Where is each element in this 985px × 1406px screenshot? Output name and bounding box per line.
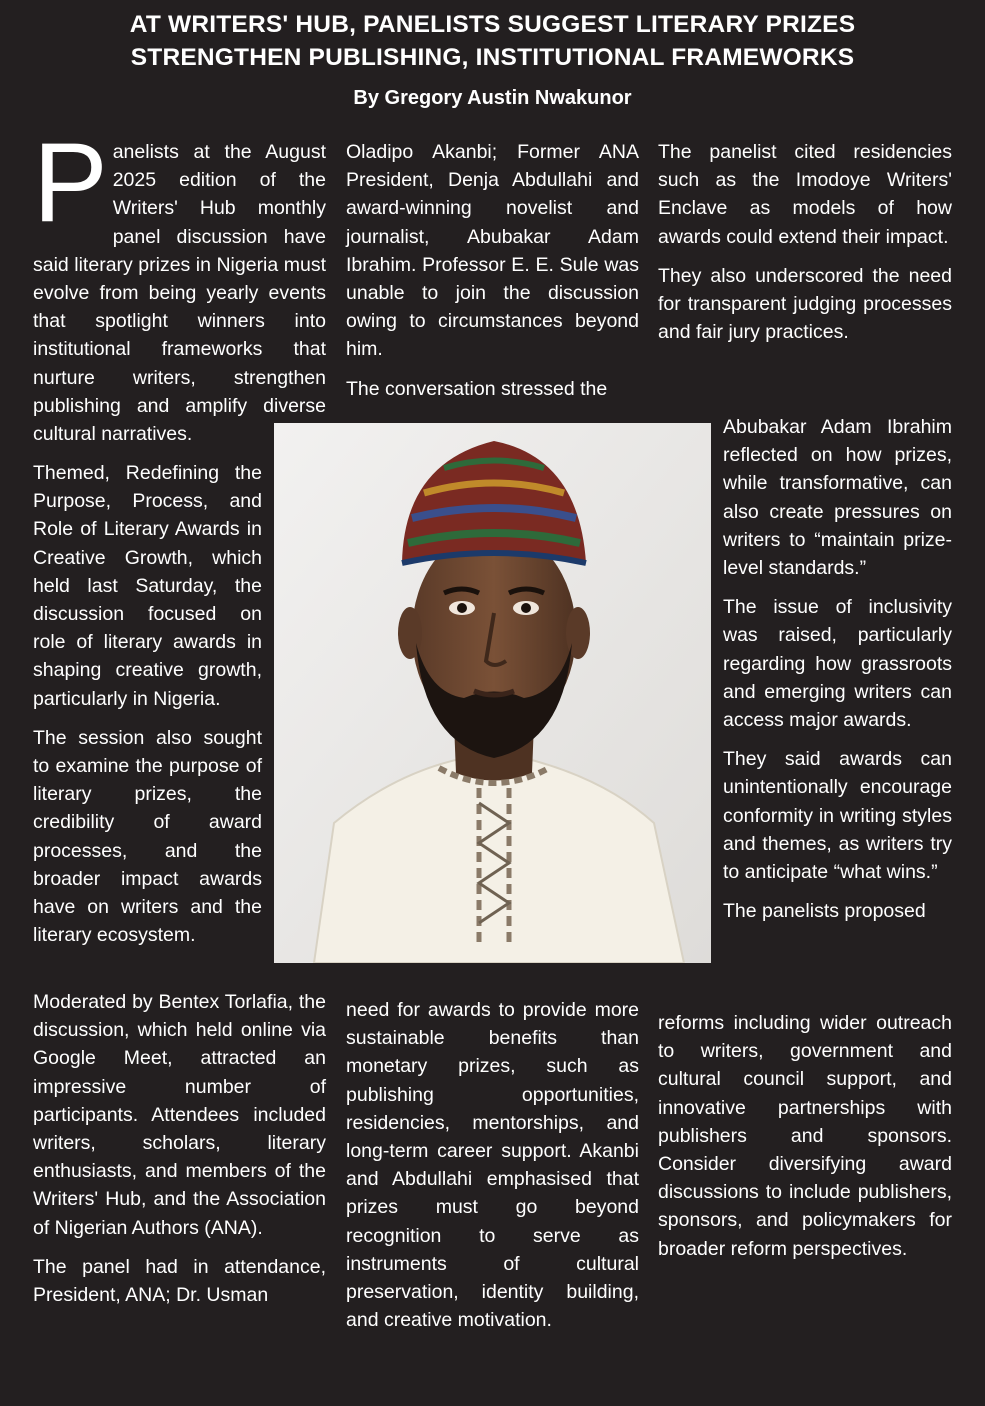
paragraph-theme: Themed, Redefining the Purpose, Process, and Role of Literary Awards in Creative Growth, which held last Saturday, the discussion focused on role of literary awards in shaping creative growth, particularly in Nigeria.: [33, 462, 262, 710]
paragraph-inclusivity: The issue of inclusivity was raised, particularly regarding how grassroots and emerging writers can access major awards.: [723, 596, 952, 732]
byline: By Gregory Austin Nwakunor: [353, 87, 632, 109]
paragraph-judging: They also underscored the need for transparent judging processes and fair jury practices.: [658, 264, 952, 344]
paragraph-intro: [33, 120, 326, 448]
column-3-bottom: [658, 1009, 952, 1274]
column-3-top: [658, 138, 952, 357]
paragraph-conformity: They said awards can unintentionally encourage conformity in writing styles and themes, as writers try to anticipate “what wins.”: [723, 748, 952, 884]
paragraph-moderator: Moderated by Bentex Torlafia, the discussion, which held online via Google Meet, attracted an impressive number of participants. Attendees included writers, scholars, literary enthusiasts, and members of the Writers' Hub, and the Association of Nigerian Authors (ANA).: [33, 991, 326, 1239]
headline-line-1: AT WRITERS' HUB, PANELISTS SUGGEST LITERARY PRIZES: [129, 11, 856, 38]
portrait-photo: [274, 423, 711, 963]
paragraph-reforms: reforms including wider outreach to writers, government and cultural council support, and innovative partnerships with publishers and sponsors. Consider diversifying award discussions to include publishers, sponsors, and policymakers for broader reform perspectives.: [658, 1012, 952, 1260]
paragraph-panelists: Oladipo Akanbi; Former ANA President, Denja Abdullahi and award-winning novelist and journalist, Abubakar Adam Ibrahim. Professor E. E. Sule was unable to join the discussion owing to circumstances beyond him.: [346, 141, 639, 361]
intro-text: anelists at the August 2025 edition of the Writers' Hub monthly panel discussion have said literary prizes in Nigeria must evolve from being yearly events that spotlight winners into institutional frameworks that nurture writers, strengthen publishing and amplify diverse cultural narratives.: [33, 141, 326, 446]
paragraph-ibrahim: Abubakar Adam Ibrahim reflected on how prizes, while transformative, can also create pressures on writers to “maintain prize-level standards.”: [723, 416, 952, 580]
paragraph-conversation: The conversation stressed the: [346, 377, 608, 400]
paragraph-session: The session also sought to examine the purpose of literary prizes, the credibility of award processes, and the broader impact awards have on writers and the literary ecosystem.: [33, 726, 262, 947]
column-3-wrap: [723, 413, 952, 925]
column-1-wrap: [33, 459, 262, 960]
column-1-bottom: [33, 988, 326, 1320]
column-1-top: [33, 120, 326, 459]
paragraph-residencies: The panelist cited residencies such as the Imodoye Writers' Enclave as models of how awards could extend their impact.: [658, 141, 952, 248]
headline-line-2: STRENGTHEN PUBLISHING, INSTITUTIONAL FRAMEWORKS: [130, 44, 855, 71]
headline: [0, 8, 985, 74]
drop-cap: P: [33, 120, 108, 245]
portrait-illustration: [274, 423, 711, 963]
column-2-top: [346, 138, 639, 414]
paragraph-panel: The panel had in attendance, President, ANA; Dr. Usman: [33, 1255, 326, 1307]
paragraph-benefits: need for awards to provide more sustainable benefits than monetary prizes, such as publishing opportunities, residencies, mentorships, and long-term career support. Akanbi and Abdullahi emphasised that prizes must go beyond recognition to serve as instruments of cultural preservation, identity building, and creative motivation.: [346, 999, 639, 1332]
column-2-bottom: [346, 996, 639, 1345]
paragraph-proposed: The panelists proposed: [723, 900, 926, 923]
